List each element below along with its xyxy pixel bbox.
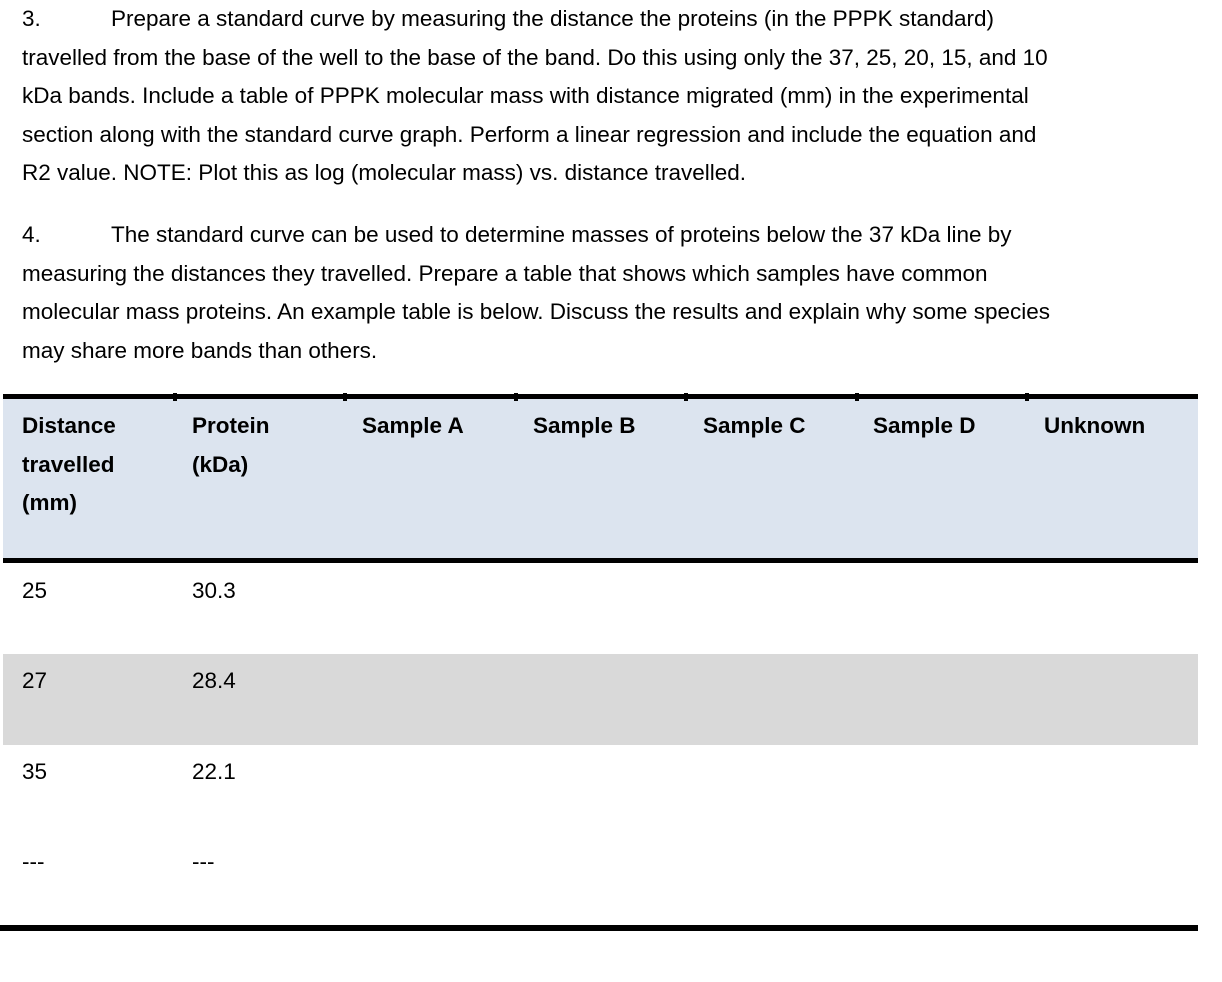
instruction-paragraph-3	[22, 0, 1202, 193]
table-bottom-rule	[0, 925, 1198, 931]
paragraph-line: may share more bands than others.	[22, 337, 378, 363]
header-sample-c: Sample C	[703, 413, 806, 438]
table-top-rule	[3, 394, 1198, 399]
cell-protein: 22.1	[192, 759, 236, 784]
header-sample-a: Sample A	[362, 413, 464, 438]
paragraph-line: travelled from the base of the well to the base of the band. Do this using only the 37, 25, 20, 15, and 10	[22, 44, 1048, 70]
column-tick	[173, 393, 177, 401]
cell-distance: 25	[22, 578, 48, 603]
paragraph-line: Prepare a standard curve by measuring the distance the proteins (in the PPPK standard)	[111, 6, 994, 31]
header-sample-d: Sample D	[873, 413, 976, 438]
instruction-paragraph-4	[22, 216, 1202, 370]
column-tick	[855, 393, 859, 401]
paragraph-line: R2 value. NOTE: Plot this as log (molecular mass) vs. distance travelled.	[22, 160, 747, 185]
cell-protein: 30.3	[192, 578, 236, 603]
paragraph-line: kDa bands. Include a table of PPPK molecular mass with distance migrated (mm) in the experimental	[22, 83, 1029, 108]
column-tick	[684, 393, 688, 401]
table-row-band	[3, 745, 1198, 836]
paragraph-line: measuring the distances they travelled. Prepare a table that shows which samples have common	[22, 260, 988, 286]
paragraph-number: 3.	[22, 6, 41, 31]
header-unknown: Unknown	[1044, 413, 1146, 438]
table-row-band	[3, 563, 1198, 654]
header-distance-travelled: Distance travelled (mm)	[22, 413, 116, 515]
header-protein-kda: Protein (kDa)	[192, 413, 270, 477]
cell-distance: 27	[22, 668, 48, 693]
column-tick	[514, 393, 518, 401]
table-row-band-shaded	[3, 654, 1198, 745]
table-row-band	[3, 836, 1198, 927]
paragraph-line: molecular mass proteins. An example table is below. Discuss the results and explain why some species	[22, 299, 1050, 324]
cell-protein: ---	[192, 849, 215, 874]
cell-distance: ---	[22, 849, 45, 874]
paragraph-number: 4.	[22, 222, 41, 247]
cell-distance: 35	[22, 759, 48, 784]
cell-protein: 28.4	[192, 668, 236, 693]
table-header-rule	[3, 558, 1198, 563]
column-tick	[1025, 393, 1029, 401]
column-tick	[343, 393, 347, 401]
header-sample-b: Sample B	[533, 413, 636, 438]
paragraph-line: The standard curve can be used to determine masses of proteins below the 37 kDa line by	[111, 222, 1012, 247]
paragraph-line: section along with the standard curve graph. Perform a linear regression and include the equation and	[22, 121, 1037, 147]
